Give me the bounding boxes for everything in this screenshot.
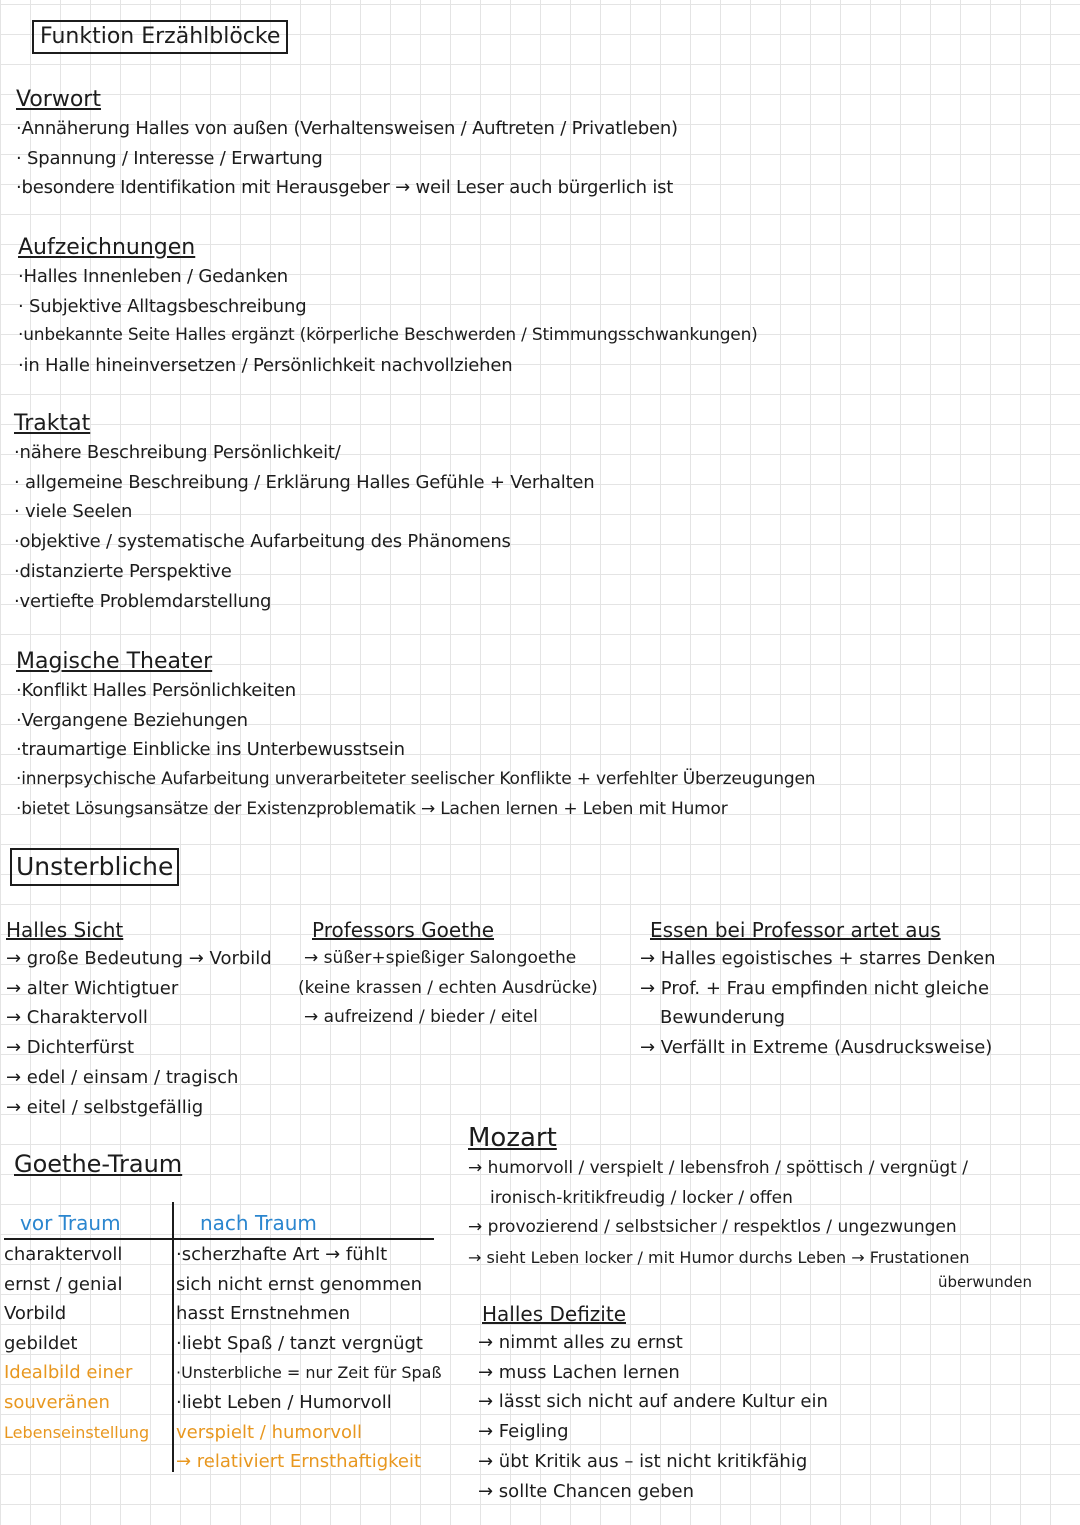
section-halles-defizite — [478, 1300, 828, 1506]
section-traktat — [14, 410, 595, 616]
list-item: ·distanzierte Perspektive — [14, 560, 232, 582]
list-item: ·bietet Lösungsansätze der Existenzproblematik → Lachen lernen + Leben mit Humor — [16, 798, 728, 819]
list-item: · Subjektive Alltagsbeschreibung — [18, 295, 307, 317]
table-cell: sich nicht ernst genommen — [176, 1273, 423, 1295]
table-cell: ernst / genial — [4, 1273, 123, 1295]
table-cell: ·liebt Spaß / tanzt vergnügt — [176, 1332, 423, 1354]
list-item: ·unbekannte Seite Halles ergänzt (körperliche Beschwerden / Stimmungsschwankungen) — [18, 325, 758, 346]
table-cell: ·scherzhafte Art → fühlt — [176, 1244, 388, 1265]
section-heading: Mozart — [468, 1123, 557, 1153]
section-heading: Halles Sicht — [6, 918, 124, 942]
unsterbliche-box: Unsterbliche — [10, 848, 179, 886]
table-divider — [172, 1202, 174, 1472]
table-cell: ·liebt Leben / Humorvoll — [176, 1391, 392, 1413]
list-item: → lässt sich nicht auf andere Kultur ein — [478, 1391, 828, 1413]
list-item: ·besondere Identifikation mit Herausgeber → weil Leser auch bürgerlich ist — [16, 177, 674, 199]
list-item: → nimmt alles zu ernst — [478, 1332, 683, 1353]
list-item: ·objektive / systematische Aufarbeitung des Phänomens — [14, 531, 511, 553]
section-heading: Professors Goethe — [312, 918, 495, 942]
list-item: · Spannung / Interesse / Erwartung — [16, 147, 323, 169]
column-header-vor-traum: vor Traum — [20, 1211, 121, 1235]
table-cell: ·Unsterbliche = nur Zeit für Spaß — [176, 1363, 442, 1383]
section-heading: Essen bei Professor artet aus — [650, 918, 941, 942]
list-item: → provozierend / selbstsicher / respektlos / ungezwungen — [468, 1217, 957, 1238]
table-cell: Idealbild einer — [4, 1362, 133, 1384]
table-cell: souveränen — [4, 1391, 110, 1413]
list-item: ·Halles Innenleben / Gedanken — [18, 266, 288, 287]
table-cell: → relativiert Ernsthaftigkeit — [176, 1451, 422, 1473]
section-magisches-theater — [16, 648, 815, 825]
list-item: → Charaktervoll — [6, 1007, 148, 1029]
section-essen-bei-professor — [640, 916, 996, 1063]
list-item: → übt Kritik aus – ist nicht kritikfähig — [478, 1450, 808, 1472]
list-item: → humorvoll / verspielt / lebensfroh / spöttisch / vergnügt / — [468, 1158, 968, 1178]
note-ueberwunden: überwunden — [938, 1273, 1032, 1291]
table-cell: Vorbild — [4, 1303, 67, 1325]
section-aufzeichnungen — [18, 234, 758, 381]
table-cell: Lebenseinstellung — [4, 1422, 150, 1442]
table-cell: charaktervoll — [4, 1244, 123, 1265]
list-item: ·in Halle hineinversetzen / Persönlichkeit nachvollziehen — [18, 355, 513, 377]
list-item: ·traumartige Einblicke ins Unterbewusstsein — [16, 739, 405, 761]
list-item: → Feigling — [478, 1421, 569, 1443]
list-item: ·nähere Beschreibung Persönlichkeit/ — [14, 442, 341, 463]
table-cell: verspielt / humorvoll — [176, 1421, 363, 1443]
list-item: → Halles egoistisches + starres Denken — [640, 948, 996, 969]
list-item: → edel / einsam / tragisch — [6, 1066, 239, 1088]
list-item: → sollte Chancen geben — [478, 1480, 694, 1502]
list-item: → muss Lachen lernen — [478, 1361, 680, 1383]
table-cell: hasst Ernstnehmen — [176, 1303, 351, 1325]
list-item: → aufreizend / bieder / eitel — [304, 1007, 538, 1028]
list-item: → Verfällt in Extreme (Ausdrucksweise) — [640, 1037, 993, 1059]
list-item: → große Bedeutung → Vorbild — [6, 948, 272, 969]
column-vor-traum — [4, 1240, 170, 1447]
list-item: · viele Seelen — [14, 501, 133, 523]
goethe-traum-heading — [14, 1150, 182, 1178]
column-nach-traum — [176, 1240, 456, 1477]
list-item: (keine krassen / echten Ausdrücke) — [298, 977, 598, 998]
list-item: · allgemeine Beschreibung / Erklärung Halles Gefühle + Verhalten — [14, 471, 595, 493]
list-item: ·Vergangene Beziehungen — [16, 709, 248, 731]
list-item: → süßer+spießiger Salongoethe — [304, 948, 577, 968]
list-item: ·innerpsychische Aufarbeitung unverarbeiteter seelischer Konflikte + verfehlter Überzeugungen — [16, 769, 816, 790]
list-item: → eitel / selbstgefällig — [6, 1096, 204, 1118]
list-item: ·vertiefte Problemdarstellung — [14, 590, 272, 612]
list-item: → sieht Leben locker / mit Humor durchs Leben → Frustationen — [468, 1248, 970, 1268]
table-cell: gebildet — [4, 1332, 78, 1354]
column-header-nach-traum: nach Traum — [200, 1211, 317, 1235]
section-professors-goethe — [298, 916, 598, 1033]
table-header — [4, 1208, 434, 1240]
section-mozart — [468, 1122, 1032, 1291]
page-title: Funktion Erzählblöcke — [32, 20, 288, 54]
list-item: ·Annäherung Halles von außen (Verhaltensweisen / Auftreten / Privatleben) — [16, 118, 678, 139]
list-item: → alter Wichtigtuer — [6, 977, 179, 999]
section-heading: Halles Defizite — [482, 1302, 626, 1326]
section-heading: Vorwort — [16, 87, 101, 112]
list-item: ironisch-kritikfreudig / locker / offen — [490, 1187, 793, 1208]
section-heading: Magische Theater — [16, 649, 213, 674]
section-heading: Traktat — [14, 411, 91, 436]
list-item: → Dichterfürst — [6, 1037, 135, 1059]
list-item: ·Konflikt Halles Persönlichkeiten — [16, 680, 296, 701]
section-halles-sicht — [6, 916, 272, 1122]
list-item: → Prof. + Frau empfinden nicht gleiche — [640, 977, 990, 999]
list-item: Bewunderung — [660, 1007, 786, 1029]
section-vorwort — [16, 86, 678, 203]
section-heading: Aufzeichnungen — [18, 235, 196, 260]
section-heading: Goethe-Traum — [14, 1150, 183, 1178]
